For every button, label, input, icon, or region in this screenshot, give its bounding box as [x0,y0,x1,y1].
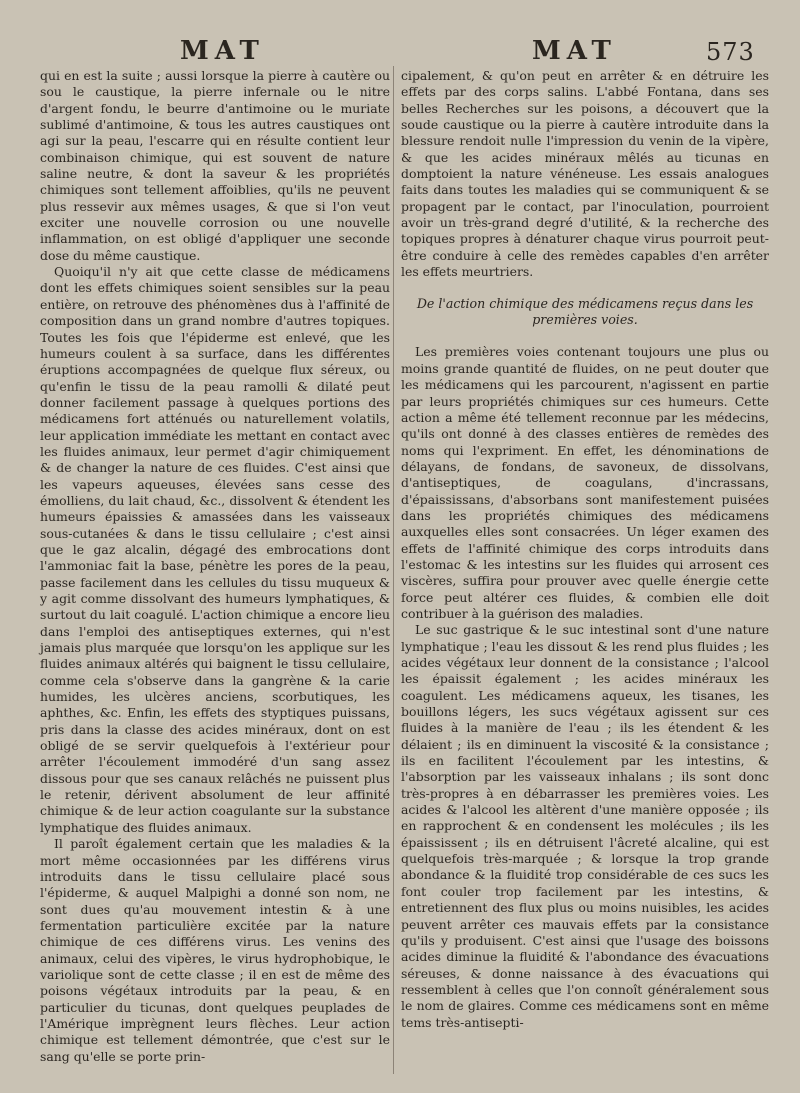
paragraph: cipalement, & qu'on peut en arrêter & en détruire les effets par des corps salins. L'abbé Fontana, dans ses belles Recherches sur les poisons, a découvert que la soude caustique ou la pierre à cautère introduite dans la blessure rendoit nulle l'impression du venin de la vipère, & que les acides minéraux mêlés au ticunas en domptoient la nature vénéneuse. Les essais analogues faits dans toutes les maladies qui se communiquent & se propagent par le contact, par l'inoculation, pourroient avoir un très-grand degré d'utilité, & la recherche des topiques propres à dénaturer chaque virus pourroit peut-être conduire à celle des remèdes capables d'en arrêter les effets meurtriers. [401,68,769,280]
paragraph: Le suc gastrique & le suc intestinal sont d'une nature lymphatique ; l'eau les dissout & les rend plus fluides ; les acides végétaux leur donnent de la consistance ; l'alcool les épaissit également ; les acides minéraux les coagulent. Les médicamens aqueux, les tisanes, les bouillons légers, les sucs végétaux agissent sur ces fluides à la manière de l'eau ; ils les étendent & les délaient ; ils en diminuent la viscosité & la consistance ; ils en facilitent l'écoulement par les intestins, & l'absorption par les vaisseaux inhalans ; ils sont donc très-propres à en débarrasser les premières voies. Les acides & l'alcool les altèrent d'une manière opposée ; ils en rapprochent & en condensent les molécules ; ils les épaississent ; ils en détruisent l'âcreté alcaline, qui est quelquefois très-marquée ; & lorsque la trop grande abondance & la fluidité trop considérable de ces sucs les font couler trop facilement par les intestins, & entretiennent des flux plus ou moins nuisibles, les acides peuvent arrêter ces mauvais effets par la consistance qu'ils y produisent. C'est ainsi que l'usage des boissons acides diminue la fluidité & l'abondance des évacuations séreuses, & donne naissance à des évacuations qui ressemblent à celles que l'on connoît généralement sous le nom de glaires. Comme ces médicamens sont en même tems très-antisepti- [401,622,769,1030]
paragraph: Les premières voies contenant toujours une plus ou moins grande quantité de fluides, on ne peut douter que les médicamens qui les parcourent, n'agissent en partie par leurs propriétés chimiques sur ces humeurs. Cette action a même été tellement reconnue par les médecins, qu'ils ont donné à des classes entières de remèdes des noms qui l'expriment. En effet, les dénominations de délayans, de fondans, de savoneux, de dissolvans, d'antiseptiques, de coagulans, d'incrassans, d'épaississans, d'absorbans sont manifestement puisées dans les propriétés chimiques des médicamens auxquelles elles sont consacrées. Un léger examen des effets de l'affinité chimique des corps introduits dans l'estomac & les intestins sur les fluides qui arrosent ces viscères, suffira pour prouver avec quelle énergie cette force peut altérer ces fluides, & combien elle doit contribuer à la guérison des maladies. [401,344,769,621]
running-head-right: MAT [532,36,617,66]
paragraph: qui en est la suite ; aussi lorsque la pierre à cautère ou sou le caustique, la pierre infernale ou le nitre d'argent fondu, le beurre d'antimoine ou le muriate sublimé d'antimoine, & tous les autres caustiques ont agi sur la peau, l'escarre qui en résulte contient leur combinaison chimique, qui est souvent de nature saline neutre, & dont la saveur & les propriétés chimiques sont tellement affoiblies, qu'ils ne peuvent plus ressevir aux mêmes usages, & que si l'on veut exciter une nouvelle corrosion ou une nouvelle inflammation, on est obligé d'appliquer une seconde dose du même caustique. [40,68,390,263]
paragraph: Quoiqu'il n'y ait que cette classe de médicamens dont les effets chimiques soient sensibles sur la peau entière, on retrouve des phénomènes dus à l'affinité de composition dans un grand nombre d'autres topiques. Toutes les fois que l'épiderme est enlevé, que les humeurs coulent à sa surface, dans les différentes éruptions accompagnées de quelque flux séreux, ou qu'enfin le tissu de la peau ramolli & dilaté peut donner facilement passage à quelques portions des médicamens fort atténués ou naturellement volatils, leur application immédiate les mettant en contact avec les fluides animaux, leur permet d'agir chimiquement & de changer la nature de ces fluides. C'est ainsi que les vapeurs aqueuses, élevées sans cesse des émolliens, du lait chaud, &c., dissolvent & étendent les humeurs épaissies & amassées dans les vaisseaux sous-cutanées & dans le tissu cellulaire ; c'est ainsi que le gaz alcalin, dégagé des embrocations dont l'ammoniac fait la base, pénètre les pores de la peau, passe facilement dans les cellules du tissu muqueux & y agit comme dissolvant des humeurs lymphatiques, & surtout du lait coagulé. L'action chimique a encore lieu dans l'emploi des antiseptiques externes, qui n'est jamais plus marquée que lorsqu'on les applique sur les fluides animaux altérés qui baignent le tissu cellulaire, comme cela s'observe dans la gangrène & la carie humides, les ulcères anciens, scorbutiques, les aphthes, &c. Enfin, les effets des styptiques puissans, pris dans la classe des acides minéraux, dont on est obligé de se servir quelquefois à l'extérieur pour arrêter l'écoulement immodéré d'un sang assez dissous pour que ses canaux relâchés ne puissent plus le retenir, dérivent absolument de leur affinité chimique & de leur action coagulante sur la substance lymphatique des fluides animaux. [40,264,390,835]
left-column [40,68,390,1065]
page-number: 573 [706,38,755,66]
column-divider [393,66,394,1074]
paragraph: Il paroît également certain que les maladies & la mort même occasionnées par les différens virus introduits dans le tissu cellulaire placé sous l'épiderme, & auquel Malpighi a donné son nom, ne sont dues qu'au mouvement intestin & à une fermentation particulière excitée par la nature chimique de ces différens virus. Les venins des animaux, celui des vipères, le virus hydrophobique, le variolique sont de cette classe ; il en est de même des poisons végétaux introduits par la peau, & en particulier du ticunas, dont quelques peuplades de l'Amérique imprègnent leurs flèches. Leur action chimique est tellement démontrée, que c'est sur le sang qu'elle se porte prin- [40,836,390,1064]
right-column [401,68,769,1031]
section-heading: De l'action chimique des médicamens reçus dans les premières voies. [416,296,754,328]
running-head-left: MAT [180,36,265,66]
